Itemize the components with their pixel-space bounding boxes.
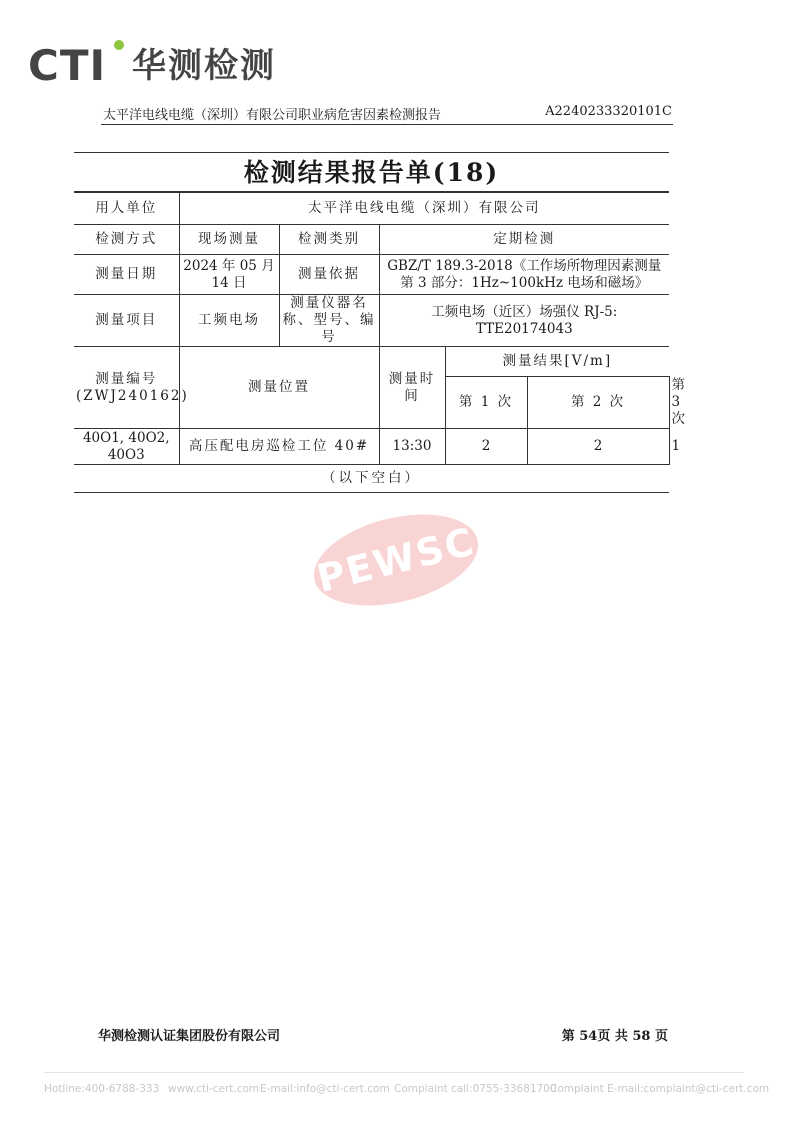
col-position-header: 测量位置 xyxy=(179,347,379,429)
category-label: 检测类别 xyxy=(279,225,379,255)
category-value: 定期检测 xyxy=(379,225,669,255)
result-table xyxy=(74,192,688,493)
employer-label: 用人单位 xyxy=(74,193,179,225)
method-label: 检测方式 xyxy=(74,225,179,255)
hotline: Hotline:400-6788-333 xyxy=(44,1083,160,1095)
measurement-r2: 2 xyxy=(527,429,669,465)
footer-company: 华测检测认证集团股份有限公司 xyxy=(98,1029,281,1044)
basis-value: GBZ/T 189.3-2018《工作场所物理因素测量 第 3 部分：1Hz~100kHz 电场和磁场》 xyxy=(379,255,669,295)
measurement-r1: 2 xyxy=(445,429,527,465)
logo-brand: CTI xyxy=(28,41,107,90)
measurement-position: 高压配电房巡检工位 40# xyxy=(179,429,379,465)
col-r1-header: 第 1 次 xyxy=(445,377,527,429)
pewsc-stamp xyxy=(304,499,487,621)
stamp-text: PEWSC xyxy=(312,519,480,601)
table-row: 40O1, 40O2, 40O3 高压配电房巡检工位 40# 13:30 2 2 1 xyxy=(74,429,669,465)
col-code-header: 测量编号 (ZWJ240162) xyxy=(74,347,179,429)
basis-label: 测量依据 xyxy=(279,255,379,295)
instrument-label: 测量仪器名称、型号、编号 xyxy=(279,295,379,347)
website: www.cti-cert.com xyxy=(168,1083,260,1095)
date-value: 2024 年 05 月 14 日 xyxy=(179,255,279,295)
table-row xyxy=(74,295,669,347)
col-r2-header: 第 2 次 xyxy=(527,377,669,429)
contact-bar xyxy=(44,1072,770,1103)
report-number: A2240233320101C xyxy=(545,104,672,119)
header-divider xyxy=(101,124,673,125)
complaint-email: Complaint E-mail:complaint@cti-cert.com xyxy=(550,1083,770,1095)
measurement-code: 40O1, 40O2, 40O3 xyxy=(74,429,179,465)
company-logo xyxy=(28,42,288,92)
col-results-header: 测量结果[V/m] xyxy=(445,347,669,377)
instrument-value: 工频电场（近区）场强仪 RJ-5: TTE20174043 xyxy=(379,295,669,347)
report-title: 检测结果报告单(18) xyxy=(74,153,669,192)
result-report xyxy=(74,152,688,493)
table-row xyxy=(74,193,669,225)
table-row xyxy=(74,225,669,255)
complaint-call: Complaint call:0755-33681700 xyxy=(394,1083,557,1095)
page-number: 第 54页 共 58 页 xyxy=(561,1029,668,1044)
table-row xyxy=(74,465,669,493)
logo-name: 华测检测 xyxy=(132,46,276,86)
table-row xyxy=(74,255,669,295)
logo-dot-icon xyxy=(114,40,124,50)
col-time-header: 测量时间 xyxy=(379,347,445,429)
report-header-title: 太平洋电线电缆（深圳）有限公司职业病危害因素检测报告 xyxy=(103,108,442,123)
measurement-time: 13:30 xyxy=(379,429,445,465)
item-value: 工频电场 xyxy=(179,295,279,347)
item-label: 测量项目 xyxy=(74,295,179,347)
email: E-mail:info@cti-cert.com xyxy=(260,1083,390,1095)
table-head-row xyxy=(74,347,669,377)
blank-note: （以下空白） xyxy=(74,465,669,493)
table-head-row: 第 1 次 第 2 次 第 3 次 xyxy=(74,377,669,429)
date-label: 测量日期 xyxy=(74,255,179,295)
employer-value: 太平洋电线电缆（深圳）有限公司 xyxy=(179,193,669,225)
method-value: 现场测量 xyxy=(179,225,279,255)
